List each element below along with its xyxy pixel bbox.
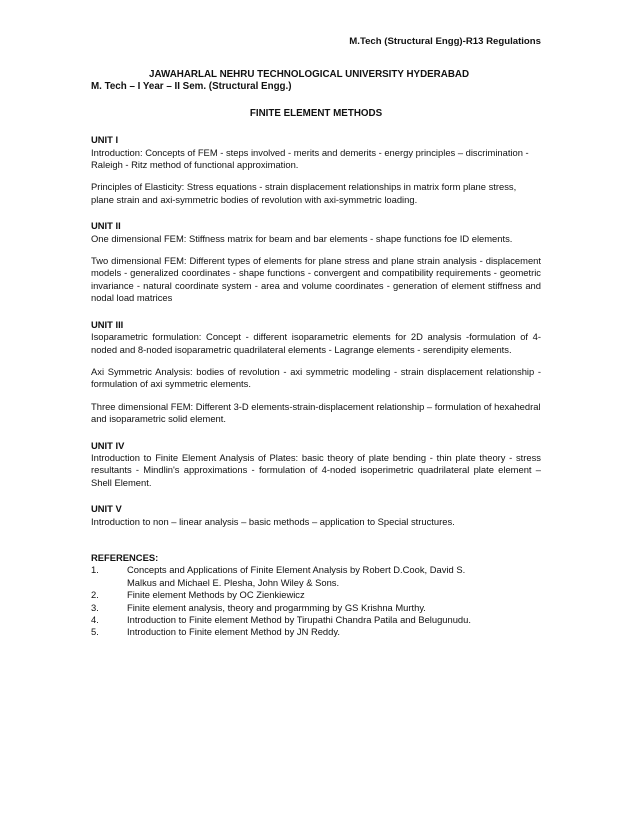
syllabus-content bbox=[91, 69, 541, 639]
unit-1-paragraph: Principles of Elasticity: Stress equations - strain displacement relationships in matrix form plane stress, plane strain and axi-symmetric bodies of revolution with axi-symmetric loading. bbox=[91, 181, 517, 205]
reference-number: 3. bbox=[91, 601, 99, 613]
reference-item bbox=[91, 602, 541, 614]
reference-text: Concepts and Applications of Finite Element Analysis by Robert D.Cook, David S. bbox=[127, 564, 466, 576]
reference-text: Finite element Methods by OC Zienkiewicz bbox=[127, 589, 305, 601]
reference-number: 5. bbox=[91, 626, 99, 638]
unit-3-heading: UNIT III bbox=[91, 318, 124, 330]
reference-continuation: Malkus and Michael E. Plesha, John Wiley & Sons. bbox=[127, 576, 340, 588]
unit-2-paragraph: One dimensional FEM: Stiffness matrix for beam and bar elements - shape functions foe ID elements. bbox=[91, 232, 513, 244]
reference-item bbox=[91, 589, 541, 601]
reference-item bbox=[91, 614, 541, 626]
unit-4-paragraph: Introduction to Finite Element Analysis of Plates: basic theory of plate bending - thin plate theory - stress resultants - Mindlin's approximations - formulation of 4-noded isoperimetric quadrilateral plate element – Shell Element. bbox=[91, 451, 541, 488]
reference-number: 4. bbox=[91, 614, 99, 625]
unit-3-paragraph: Isoparametric formulation: Concept - different isoparametric elements for 2D analysis -formulation of 4-noded and 8-noded isoparametric quadrilateral elements - Lagrange elements - serendipity elements. bbox=[91, 331, 541, 355]
unit-2-heading: UNIT II bbox=[91, 220, 121, 232]
unit-3-paragraph: Three dimensional FEM: Different 3-D elements-strain-displacement relationship – formulation of hexahedral and isoparametric solid element. bbox=[91, 400, 541, 425]
unit-5-paragraph: Introduction to non – linear analysis – basic methods – application to Special structures. bbox=[91, 515, 455, 527]
reference-item bbox=[91, 564, 541, 576]
course-line: M. Tech – I Year – II Sem. (Structural Engg.) bbox=[91, 81, 292, 93]
references-heading: REFERENCES: bbox=[91, 551, 159, 563]
subject-title: FINITE ELEMENT METHODS bbox=[249, 107, 383, 119]
reference-number: 2. bbox=[91, 589, 99, 601]
reference-item bbox=[91, 626, 541, 638]
reference-text: Introduction to Finite element Method by JN Reddy. bbox=[127, 626, 340, 638]
reference-number: 1. bbox=[91, 564, 99, 576]
university-name: JAWAHARLAL NEHRU TECHNOLOGICAL UNIVERSITY HYDERABAD bbox=[149, 69, 470, 80]
unit-1-paragraph: Introduction: Concepts of FEM - steps involved - merits and demerits - energy principles – discrimination - Raleigh - Ritz method of functional approximation. bbox=[91, 146, 529, 171]
unit-4-heading: UNIT IV bbox=[91, 439, 125, 451]
unit-1-heading: UNIT I bbox=[91, 134, 119, 146]
unit-3-paragraph: Axi Symmetric Analysis: bodies of revolution - axi symmetric modeling - strain displacement relationship - formulation of axi symmetric elements. bbox=[91, 365, 541, 390]
reference-text: Finite element analysis, theory and progarmming by GS Krishna Murthy. bbox=[127, 601, 426, 613]
regulations-header: M.Tech (Structural Engg)-R13 Regulations bbox=[349, 36, 541, 47]
reference-text: Introduction to Finite element Method by Tirupathi Chandra Patila and Belugunudu. bbox=[127, 614, 471, 625]
unit-5-heading: UNIT V bbox=[91, 503, 122, 515]
unit-2-paragraph: Two dimensional FEM: Different types of elements for plane stress and plane strain analysis - displacement models - generalized coordinates - shape functions - convergent and compatibility requirements - geometric invariance - natural coordinate system - area and volume coordinates - generation of element stiffness and nodal load matrices bbox=[91, 255, 541, 304]
